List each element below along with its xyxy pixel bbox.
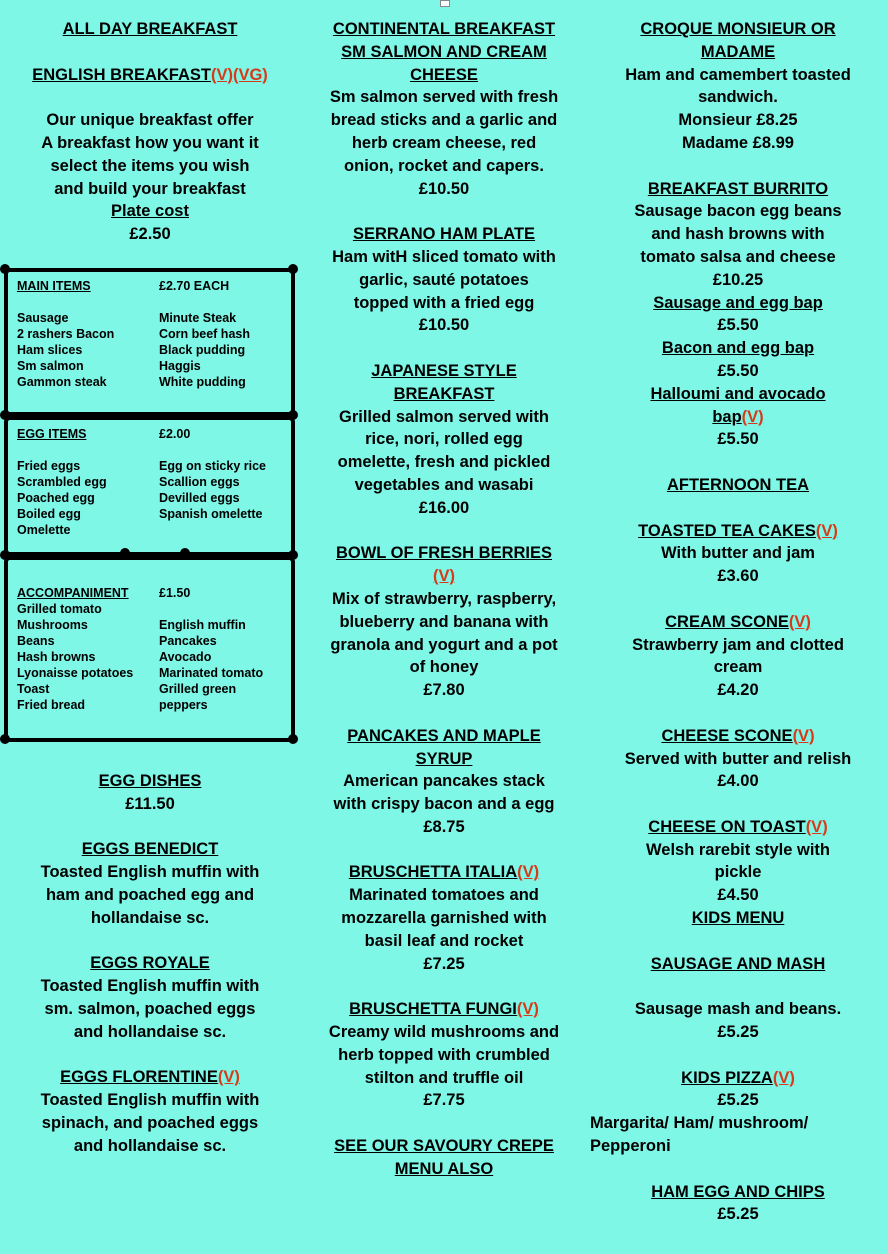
item-price: £5.25 (717, 1091, 759, 1110)
item-price: £4.00 (717, 772, 759, 791)
item-title: BRUSCHETTA FUNGI(V) (349, 1000, 539, 1019)
description-line: herb cream cheese, red (351, 133, 537, 152)
description-line: Sausage mash and beans. (634, 1000, 842, 1019)
description-line: hollandaise sc. (90, 908, 210, 927)
item-title: CHEESE (410, 65, 478, 84)
item-price: £7.75 (423, 1091, 465, 1110)
menu-item: Pancakes (159, 634, 217, 648)
menu-item: Haggis (159, 359, 201, 373)
crepe-note: SEE OUR SAVOURY CREPE (334, 1137, 554, 1156)
accompaniment-box (4, 556, 295, 742)
main-items-box (4, 268, 295, 416)
egg-items-price: £2.00 (159, 427, 191, 441)
description-line: ham and poached egg and (45, 885, 255, 904)
egg-items-box (4, 416, 295, 556)
description-line: Creamy wild mushrooms and (328, 1023, 560, 1042)
description-line: Marinated tomatoes and (349, 886, 539, 905)
eggs-royale-title: EGGS ROYALE (90, 954, 210, 973)
description-line: rice, nori, rolled egg (365, 430, 523, 449)
item-price: £7.80 (423, 681, 465, 700)
description-line: Pepperoni (590, 1137, 671, 1156)
item-title: BREAKFAST (393, 384, 495, 403)
menu-item: Scrambled egg (17, 475, 107, 489)
crepe-note: MENU ALSO (394, 1159, 494, 1178)
afternoon-tea-heading: AFTERNOON TEA (666, 475, 810, 494)
description-line: and hash browns with (651, 225, 825, 244)
eggs-benedict-title: EGGS BENEDICT (81, 840, 219, 859)
item-price: £10.50 (418, 316, 470, 335)
menu-item: Marinated tomato (159, 666, 264, 680)
item-price: £16.00 (418, 498, 470, 517)
description-line: Sausage bacon egg beans (634, 202, 842, 221)
menu-item: Ham slices (17, 343, 83, 357)
menu-item: Grilled green (159, 682, 237, 696)
description-line: omelette, fresh and pickled (337, 453, 551, 472)
menu-item: peppers (159, 698, 208, 712)
menu-item: Devilled eggs (159, 491, 240, 505)
item-price: £3.60 (717, 567, 759, 586)
item-price: £5.25 (717, 1023, 759, 1042)
english-breakfast-heading: ENGLISH BREAKFAST(V)(VG) (32, 65, 268, 84)
menu-item: Hash browns (17, 650, 96, 664)
menu-item: Minute Steak (159, 311, 237, 325)
description-line: and hollandaise sc. (73, 1136, 227, 1155)
intro-line: and build your breakfast (54, 179, 246, 198)
description-line: basil leaf and rocket (364, 931, 524, 950)
description-line: Strawberry jam and clotted (632, 635, 844, 654)
item-title: bap(V) (712, 407, 764, 426)
description-line: Madame £8.99 (682, 133, 794, 152)
column-2 (300, 18, 588, 1181)
all-day-breakfast-heading: ALL DAY BREAKFAST (62, 20, 238, 38)
item-title: Halloumi and avocado (650, 384, 826, 403)
menu-item: Spanish omelette (159, 507, 263, 521)
column-1 (0, 18, 300, 246)
intro-line: Our unique breakfast offer (46, 111, 254, 130)
description-line: garlic, sauté potatoes (359, 270, 529, 289)
plate-cost-label: Plate cost (111, 202, 189, 221)
item-title: CHEESE ON TOAST(V) (648, 817, 828, 836)
description-line: American pancakes stack (343, 772, 545, 791)
menu-item: Black pudding (159, 343, 246, 357)
item-price: £7.25 (423, 954, 465, 973)
item-title: BRUSCHETTA ITALIA(V) (348, 863, 540, 882)
item-title: Sausage and egg bap (653, 293, 823, 312)
menu-item: Lyonaisse potatoes (17, 666, 134, 680)
item-title: CREAM SCONE(V) (665, 612, 811, 631)
intro-line: select the items you wish (50, 156, 250, 175)
item-title: BREAKFAST BURRITO (647, 179, 829, 198)
description-line: cream (713, 658, 763, 677)
menu-item: Boiled egg (17, 507, 81, 521)
menu-item: Fried bread (17, 698, 86, 712)
description-line: Served with butter and relish (624, 749, 852, 768)
menu-item: White pudding (159, 375, 246, 389)
menu-item: Scallion eggs (159, 475, 240, 489)
item-title: PANCAKES AND MAPLE (347, 726, 541, 745)
item-title: MADAME (700, 42, 776, 61)
description-line: sm. salmon, poached eggs (44, 999, 256, 1018)
description-line: With butter and jam (661, 544, 815, 563)
egg-dishes-section (0, 770, 300, 1158)
item-price: £10.50 (418, 179, 470, 198)
menu-item: Sm salmon (17, 359, 84, 373)
main-items-price: £2.70 EACH (159, 279, 230, 293)
description-line: vegetables and wasabi (354, 475, 534, 494)
menu-item (159, 522, 289, 538)
item-title: CROQUE MONSIEUR OR (640, 20, 836, 38)
description-line: Toasted English muffin with (40, 1091, 260, 1110)
description-line: Mix of strawberry, raspberry, (331, 589, 557, 608)
item-price: £8.75 (423, 817, 465, 836)
menu-item (159, 601, 289, 617)
description-line: Welsh rarebit style with (646, 840, 830, 859)
description-line: pickle (714, 863, 762, 882)
intro-line: A breakfast how you want it (41, 133, 259, 152)
description-line: stilton and truffle oil (364, 1068, 524, 1087)
item-price: £5.50 (717, 361, 759, 380)
eggs-florentine-title: EGGS FLORENTINE(V) (60, 1068, 240, 1087)
menu-item: Beans (17, 634, 55, 648)
description-line: spinach, and poached eggs (41, 1113, 259, 1132)
item-title: JAPANESE STYLE (371, 361, 517, 380)
accompaniment-price: £1.50 (159, 586, 191, 600)
description-line: topped with a fried egg (353, 293, 535, 312)
menu-item: Avocado (159, 650, 212, 664)
continental-heading: CONTINENTAL BREAKFAST (332, 20, 556, 38)
menu-item: 2 rashers Bacon (17, 327, 115, 341)
plate-cost-price: £2.50 (129, 225, 171, 244)
description-line: mozzarella garnished with (341, 909, 547, 928)
description-line: herb topped with crumbled (338, 1045, 550, 1064)
description-line: Ham witH sliced tomato with (332, 247, 556, 266)
menu-item: English muffin (159, 618, 246, 632)
item-title: SAUSAGE AND MASH (650, 954, 826, 973)
item-price: £5.50 (717, 430, 759, 449)
description-line: Toasted English muffin with (40, 863, 260, 882)
description-line: Grilled salmon served with (339, 407, 549, 426)
description-line: Sm salmon served with fresh (329, 88, 559, 107)
egg-items-title: EGG ITEMS (17, 427, 87, 441)
description-line: Monsieur £8.25 (678, 111, 798, 130)
item-title: TOASTED TEA CAKES(V) (638, 521, 838, 540)
accompaniment-title: ACCOMPANIMENT (17, 586, 129, 600)
menu-item: Poached egg (17, 491, 95, 505)
item-title: SYRUP (415, 749, 473, 768)
description-line: with crispy bacon and a egg (333, 795, 555, 814)
description-line: onion, rocket and capers. (344, 156, 544, 175)
item-price: £4.20 (717, 681, 759, 700)
item-title: SERRANO HAM PLATE (352, 225, 536, 244)
description-line: of honey (409, 658, 479, 677)
main-items-title: MAIN ITEMS (17, 279, 91, 293)
item-price: £10.25 (712, 270, 764, 289)
item-title: CHEESE SCONE(V) (661, 726, 815, 745)
item-title: Bacon and egg bap (661, 339, 815, 358)
description-line: and hollandaise sc. (73, 1022, 227, 1041)
kids-menu-heading: KIDS MENU (691, 909, 785, 928)
column-3 (590, 18, 886, 1226)
description-line: granola and yogurt and a pot (330, 635, 558, 654)
item-title: SM SALMON AND CREAM (341, 42, 547, 61)
egg-dishes-price: £11.50 (125, 794, 175, 813)
menu-item: Omelette (17, 523, 71, 537)
description-line: tomato salsa and cheese (640, 247, 836, 266)
egg-dishes-heading: EGG DISHES (98, 772, 202, 790)
description-line: bread sticks and a garlic and (330, 111, 558, 130)
menu-item: Mushrooms (17, 618, 88, 632)
item-title: HAM EGG AND CHIPS (651, 1182, 825, 1201)
menu-item: Grilled tomato (17, 602, 102, 616)
item-title: BOWL OF FRESH BERRIES (335, 544, 553, 563)
description-line: sandwich. (698, 88, 778, 107)
menu-item: Gammon steak (17, 375, 107, 389)
menu-item: Corn beef hash (159, 327, 250, 341)
description-line: Margarita/ Ham/ mushroom/ (590, 1114, 809, 1133)
menu-item: Fried eggs (17, 459, 81, 473)
menu-item: Egg on sticky rice (159, 459, 266, 473)
description-line: Ham and camembert toasted (625, 65, 851, 84)
description-line: blueberry and banana with (339, 612, 549, 631)
vegetarian-tag: (V) (433, 567, 455, 586)
item-price: £5.50 (717, 316, 759, 335)
menu-item: Sausage (17, 311, 69, 325)
item-price: £4.50 (717, 886, 759, 905)
menu-item: Toast (17, 682, 50, 696)
item-price: £5.25 (717, 1205, 759, 1224)
item-title: KIDS PIZZA(V) (681, 1068, 795, 1087)
description-line: Toasted English muffin with (40, 977, 260, 996)
